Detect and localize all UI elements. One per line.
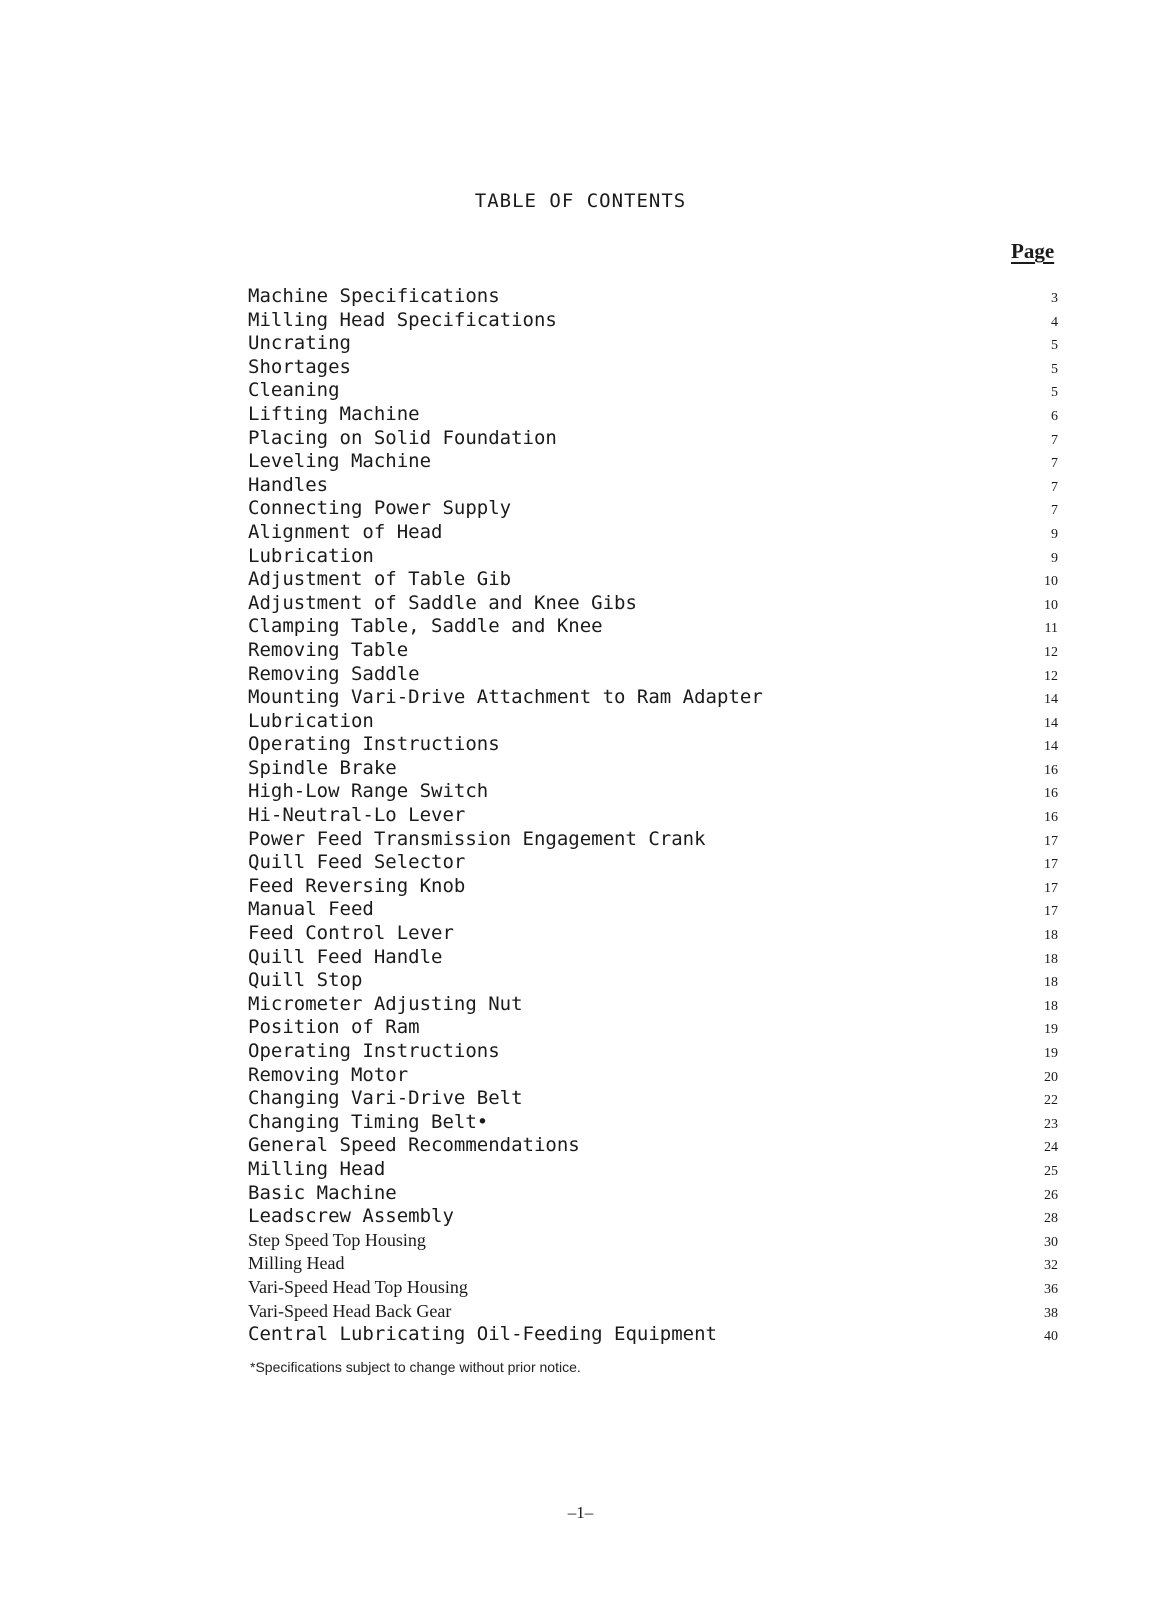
toc-entry: [248, 1323, 1058, 1347]
toc-entry: [248, 1040, 1058, 1064]
toc-entry: [248, 686, 1058, 710]
toc-entry-page: 5: [1051, 385, 1058, 401]
toc-entry-title: Central Lubricating Oil-Feeding Equipment: [248, 1323, 717, 1346]
toc-entry-page: 16: [1044, 786, 1058, 802]
toc-entry-page: 7: [1051, 479, 1058, 495]
footnote: *Specifications subject to change without prior notice.: [250, 1359, 581, 1375]
toc-entry-title: Removing Saddle: [248, 662, 420, 685]
toc-entry-title: Adjustment of Table Gib: [248, 568, 512, 591]
toc-entry-title: Lifting Machine: [248, 402, 420, 425]
toc-entry-title: Mounting Vari-Drive Attachment to Ram Adapter: [248, 686, 763, 709]
toc-entry-title: Leadscrew Assembly: [248, 1205, 454, 1228]
toc-entry-title: Lubrication: [248, 709, 374, 732]
toc-entry-page: 5: [1051, 338, 1058, 354]
toc-entry-title: Removing Table: [248, 638, 409, 661]
toc-entry-page: 28: [1044, 1211, 1058, 1227]
toc-entry-title: Micrometer Adjusting Nut: [248, 992, 523, 1015]
toc-entry-page: 10: [1044, 597, 1058, 613]
toc-entry-page: 7: [1051, 432, 1058, 448]
page-number: –1–: [567, 1503, 594, 1522]
toc-entry: [248, 780, 1058, 804]
toc-entry-page: 14: [1044, 715, 1058, 731]
page-column-header: Page: [1011, 239, 1055, 263]
toc-entry: [248, 1087, 1058, 1111]
toc-entry-title: Lubrication: [248, 544, 374, 567]
toc-entry-page: 7: [1051, 503, 1058, 519]
toc-entry-title: Handles: [248, 473, 329, 496]
toc-entry: [248, 993, 1058, 1017]
toc-entry: [248, 663, 1058, 687]
toc-entry-page: 12: [1044, 644, 1058, 660]
toc-entry-title: Spindle Brake: [248, 756, 397, 779]
toc-entry-title: Quill Stop: [248, 969, 363, 992]
toc-entry: [248, 568, 1058, 592]
toc-entry-title: Milling Head: [248, 1253, 345, 1274]
toc-entry-page: 25: [1044, 1163, 1058, 1179]
toc-entry-page: 10: [1044, 574, 1058, 590]
toc-entry-page: 17: [1044, 857, 1058, 873]
toc-entry-title: Feed Control Lever: [248, 922, 454, 945]
table-of-contents: [248, 285, 1058, 1347]
toc-entry-page: 19: [1044, 1022, 1058, 1038]
toc-entry-page: 30: [1044, 1234, 1058, 1250]
toc-entry: [248, 1134, 1058, 1158]
toc-entry-title: Cleaning: [248, 379, 340, 402]
toc-entry-page: 6: [1051, 408, 1058, 424]
toc-entry-title: Basic Machine: [248, 1181, 397, 1204]
toc-entry-title: Operating Instructions: [248, 1040, 500, 1062]
toc-entry-title: Leveling Machine: [248, 450, 432, 473]
toc-entry-title: Step Speed Top Housing: [248, 1229, 426, 1250]
toc-entry-title: Milling Head: [248, 1157, 386, 1180]
toc-entry-title: Uncrating: [248, 332, 351, 355]
toc-entry: [248, 757, 1058, 781]
toc-entry-page: 7: [1051, 456, 1058, 472]
toc-entry-page: 14: [1044, 739, 1058, 755]
toc-entry: [248, 497, 1058, 521]
toc-entry: [248, 285, 1058, 309]
toc-entry-page: 18: [1044, 928, 1058, 944]
toc-entry-title: Feed Reversing Knob: [248, 874, 466, 897]
toc-entry-title: Hi-Neutral-Lo Lever: [248, 804, 466, 827]
toc-entry: [248, 1276, 1058, 1300]
toc-entry-page: 11: [1044, 621, 1058, 637]
toc-entry-page: 24: [1044, 1140, 1058, 1156]
toc-entry: [248, 332, 1058, 356]
toc-entry: [248, 521, 1058, 545]
toc-entry: [248, 922, 1058, 946]
toc-entry-title: Alignment of Head: [248, 520, 443, 543]
toc-entry-title: Changing Vari-Drive Belt: [248, 1087, 523, 1110]
toc-entry: [248, 969, 1058, 993]
toc-entry: [248, 1205, 1058, 1229]
toc-entry-page: 40: [1044, 1329, 1058, 1345]
toc-entry: [248, 804, 1058, 828]
toc-entry-page: 38: [1044, 1305, 1058, 1321]
toc-entry: [248, 1064, 1058, 1088]
toc-entry-title: Clamping Table, Saddle and Knee: [248, 615, 603, 638]
toc-entry-title: Changing Timing Belt•: [248, 1110, 489, 1133]
toc-entry: [248, 615, 1058, 639]
toc-entry: [248, 639, 1058, 663]
toc-entry: [248, 875, 1058, 899]
toc-entry: [248, 1158, 1058, 1182]
toc-entry-title: Milling Head Specifications: [248, 308, 557, 331]
toc-entry-title: Manual Feed: [248, 898, 374, 921]
toc-entry-title: General Speed Recommendations: [248, 1134, 580, 1157]
toc-entry-page: 23: [1044, 1116, 1058, 1132]
toc-entry-page: 3: [1051, 291, 1058, 306]
toc-entry-page: 14: [1044, 692, 1058, 708]
toc-entry-title: Power Feed Transmission Engagement Crank: [248, 827, 706, 850]
toc-entry: [248, 1229, 1058, 1253]
toc-entry-title: Removing Motor: [248, 1063, 409, 1086]
toc-entry-title: Quill Feed Selector: [248, 851, 466, 874]
toc-entry-page: 36: [1044, 1281, 1058, 1297]
toc-entry-page: 17: [1044, 904, 1058, 920]
toc-entry-title: Vari-Speed Head Top Housing: [248, 1276, 468, 1297]
toc-entry-page: 9: [1051, 550, 1058, 566]
toc-entry: [248, 1182, 1058, 1206]
toc-entry: [248, 592, 1058, 616]
toc-entry-page: 22: [1044, 1093, 1058, 1109]
toc-entry-page: 12: [1044, 668, 1058, 684]
toc-entry: [248, 1111, 1058, 1135]
document-title: TABLE OF CONTENTS: [474, 190, 687, 212]
toc-entry-title: Operating Instructions: [248, 733, 500, 756]
toc-entry-title: Shortages: [248, 355, 351, 378]
toc-entry-page: 18: [1044, 951, 1058, 967]
toc-entry-page: 16: [1044, 810, 1058, 826]
toc-entry: [248, 450, 1058, 474]
toc-entry: [248, 545, 1058, 569]
toc-entry: [248, 898, 1058, 922]
toc-entry-page: 17: [1044, 880, 1058, 896]
toc-entry-title: High-Low Range Switch: [248, 780, 489, 803]
toc-entry-page: 20: [1044, 1069, 1058, 1085]
toc-entry: [248, 309, 1058, 333]
toc-entry: [248, 1300, 1058, 1324]
toc-entry-title: Connecting Power Supply: [248, 497, 512, 520]
toc-entry: [248, 851, 1058, 875]
toc-entry-page: 5: [1051, 361, 1058, 377]
toc-entry: [248, 379, 1058, 403]
toc-entry-title: Adjustment of Saddle and Knee Gibs: [248, 591, 637, 614]
toc-entry: [248, 356, 1058, 380]
toc-entry: [248, 1016, 1058, 1040]
toc-entry-page: 4: [1051, 314, 1058, 330]
toc-entry: [248, 828, 1058, 852]
toc-entry-title: Quill Feed Handle: [248, 945, 443, 968]
toc-entry-page: 17: [1044, 833, 1058, 849]
toc-entry-page: 9: [1051, 526, 1058, 542]
toc-entry: [248, 403, 1058, 427]
toc-entry: [248, 474, 1058, 498]
toc-entry-page: 19: [1044, 1046, 1058, 1061]
toc-entry-title: Position of Ram: [248, 1016, 420, 1039]
toc-entry-page: 32: [1044, 1258, 1058, 1274]
toc-entry-title: Machine Specifications: [248, 285, 500, 307]
toc-entry-title: Vari-Speed Head Back Gear: [248, 1300, 452, 1321]
toc-entry-page: 26: [1044, 1187, 1058, 1203]
toc-entry: [248, 1252, 1058, 1276]
toc-entry: [248, 946, 1058, 970]
toc-entry-page: 16: [1044, 762, 1058, 778]
toc-entry-page: 18: [1044, 998, 1058, 1014]
toc-entry: [248, 427, 1058, 451]
toc-entry-title: Placing on Solid Foundation: [248, 426, 557, 449]
toc-entry: [248, 733, 1058, 757]
toc-entry: [248, 710, 1058, 734]
toc-entry-page: 18: [1044, 975, 1058, 991]
